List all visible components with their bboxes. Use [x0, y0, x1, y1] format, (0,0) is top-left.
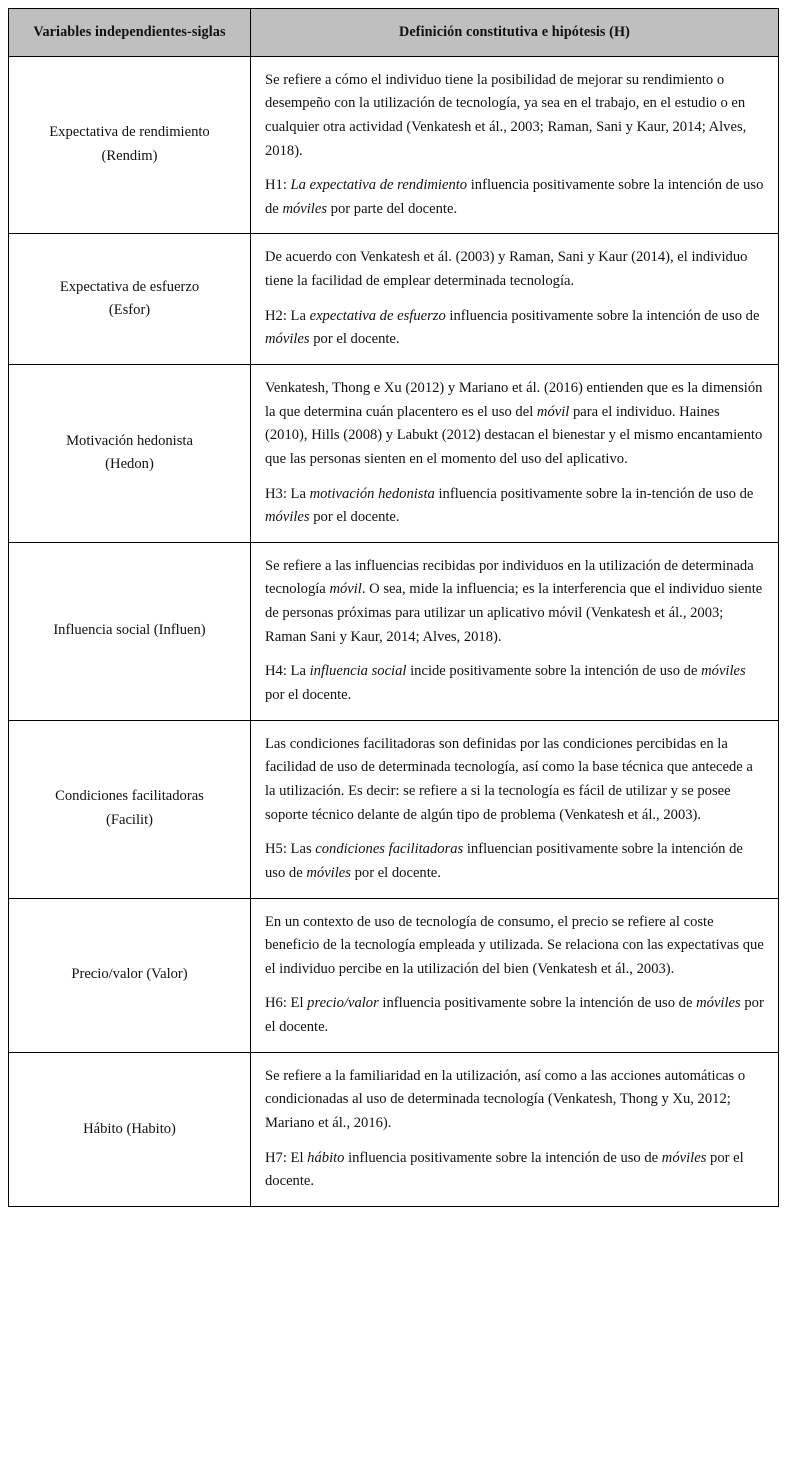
definition-text: Se refiere a la familiaridad en la utilización, así como a las acciones automáticas o condicionadas al uso de determinada tecnología (Venkatesh, Thong y Xu, 2012; Mariano et ál., 2016). — [265, 1067, 746, 1132]
hypothesis-tail: por el docente. — [309, 509, 400, 526]
hypothesis-italic-lead: hábito — [307, 1149, 345, 1166]
variable-cell-habito — [9, 1052, 251, 1206]
hypothesis-italic-term: móviles — [696, 995, 741, 1012]
hypothesis-label: H5: — [265, 841, 287, 858]
definition-italic-term: móvil — [329, 581, 362, 598]
hypothesis-pre: La — [290, 485, 310, 502]
hypothesis-italic-lead: expectativa de esfuerzo — [309, 307, 446, 324]
column-header-variables: Variables independientes-siglas — [9, 9, 251, 57]
hypothesis-tail: por el docente. — [265, 1149, 744, 1190]
definition-part-2: para el individuo. Haines (2010), Hills (2008) y Labukt (2012) destacan el bienestar y el mismo encantamiento que las personas sienten en el momento del uso del aplicativo. — [265, 403, 763, 467]
hypothesis-tail: por el docente. — [309, 331, 400, 348]
variable-cell-facilit — [9, 720, 251, 898]
hypothesis-middle: influencian positivamente sobre la intención de uso de — [265, 841, 743, 881]
hypothesis-label: H3: — [265, 485, 287, 502]
hypothesis-italic-lead: condiciones facilitadoras — [315, 841, 464, 858]
definition-cell-facilit — [251, 720, 779, 898]
hypothesis-label: H6: — [265, 995, 287, 1012]
hypothesis-italic-lead: La expectativa de rendimiento — [290, 177, 468, 194]
hypothesis-italic-term: móviles — [265, 331, 310, 348]
hypothesis-italic-term: móviles — [265, 509, 310, 526]
hypothesis-tail: por el docente. — [265, 995, 764, 1036]
hypothesis-label: H7: — [265, 1149, 287, 1166]
hypothesis-pre: Las — [290, 841, 316, 858]
variable-name: Precio/valor (Valor) — [71, 966, 188, 983]
hypothesis-text — [265, 992, 764, 1039]
variable-abbreviation: (Facilit) — [105, 812, 153, 829]
variable-name: Condiciones facilitadoras — [55, 788, 204, 805]
variable-name: Expectativa de rendimiento — [49, 124, 210, 141]
variables-hypotheses-table — [8, 8, 779, 1207]
variable-cell-influen — [9, 542, 251, 720]
table-row — [9, 898, 779, 1052]
hypothesis-italic-lead: precio/valor — [307, 995, 379, 1012]
variable-abbreviation: (Hedon) — [105, 456, 154, 473]
hypothesis-label: H1: — [265, 177, 287, 194]
hypothesis-middle: influencia positivamente sobre la in-tención de uso de — [434, 485, 754, 502]
definition-text: Se refiere a cómo el individuo tiene la posibilidad de mejorar su rendimiento o desempeño con la utilización de tecnología, ya sea en el trabajo, en el estudio o en cualquier otra actividad (Venkatesh et ál., 2003; Raman, Sani y Kaur, 2014; Alves, 2018). — [265, 71, 747, 159]
definition-cell-rendim — [251, 56, 779, 234]
hypothesis-text — [265, 660, 764, 707]
table-header — [9, 9, 779, 57]
variable-name: Motivación hedonista — [66, 432, 193, 449]
hypothesis-middle: influencia positivamente sobre la intención de uso de — [445, 307, 760, 324]
hypothesis-text — [265, 1147, 764, 1194]
hypothesis-label: H2: — [265, 307, 287, 324]
definition-part-1: Venkatesh, Thong e Xu (2012) y Mariano et ál. (2016) entienden que es la dimensión la que determina cuán placentero es el uso del — [265, 380, 763, 420]
definition-part-1: Se refiere a las influencias recibidas por individuos en la utilización de determinada tecnología — [265, 557, 754, 598]
hypothesis-italic-term: móviles — [661, 1149, 707, 1166]
definition-cell-influen — [251, 542, 779, 720]
definition-text: De acuerdo con Venkatesh et ál. (2003) y Raman, Sani y Kaur (2014), el individuo tiene la facilidad de emplear determinada tecnología. — [265, 249, 748, 290]
hypothesis-italic-lead: influencia social — [309, 663, 407, 680]
hypothesis-italic-term: móviles — [306, 864, 351, 881]
variable-abbreviation: (Rendim) — [101, 148, 158, 165]
definition-cell-habito — [251, 1052, 779, 1206]
definition-cell-hedon — [251, 365, 779, 543]
hypothesis-tail: por el docente. — [350, 864, 441, 881]
variable-name: Influencia social (Influen) — [53, 622, 206, 639]
hypothesis-middle: influencia positivamente sobre la intención de uso de — [344, 1149, 662, 1166]
hypothesis-tail: por el docente. — [265, 687, 352, 704]
table-row — [9, 56, 779, 234]
table-row — [9, 1052, 779, 1206]
column-header-definition: Definición constitutiva e hipótesis (H) — [251, 9, 779, 57]
table-body — [9, 56, 779, 1206]
variable-cell-valor — [9, 898, 251, 1052]
hypothesis-pre: La — [290, 663, 310, 680]
hypothesis-italic-term: móviles — [701, 663, 746, 680]
hypothesis-text — [265, 305, 764, 352]
variable-name: Hábito (Habito) — [83, 1120, 176, 1137]
hypothesis-pre: El — [290, 1149, 308, 1166]
hypothesis-middle: incide positivamente sobre la intención de uso de — [406, 663, 702, 680]
variable-cell-esfor — [9, 234, 251, 365]
hypothesis-pre: La — [290, 307, 310, 324]
variable-cell-hedon — [9, 365, 251, 543]
definition-text: En un contexto de uso de tecnología de consumo, el precio se refiere al coste beneficio de la tecnología empleada y utilizada. Se relaciona con las expectativas que el individuo percibe en la utilización del bien (Venkatesh et ál., 2003). — [265, 913, 764, 977]
hypothesis-tail: por parte del docente. — [327, 200, 458, 217]
table-row — [9, 720, 779, 898]
definition-text: Las condiciones facilitadoras son definidas por las condiciones percibidas en la facilidad de uso de determinada tecnología, así como la base técnica que antecede a la utilización. Es decir: se refiere a si la tecnología es fácil de utilizar y se posee soporte técnico delante de algún tipo de problema (Venkatesh et ál., 2003). — [265, 735, 753, 823]
definition-cell-esfor — [251, 234, 779, 365]
hypothesis-italic-term: móviles — [282, 200, 328, 217]
hypothesis-middle: influencia positivamente sobre la intención de uso de — [378, 995, 697, 1012]
hypothesis-pre: El — [290, 995, 308, 1012]
variable-name: Expectativa de esfuerzo — [59, 278, 200, 295]
definition-part-2: . O sea, mide la influencia; es la interferencia que el individuo siente de personas próximas para utilizar un aplicativo móvil (Venkatesh et ál., 2003; Raman Sani y Kaur, 2014; Alves, 2018). — [265, 581, 763, 645]
table-row — [9, 234, 779, 365]
hypothesis-italic-lead: motivación hedonista — [309, 485, 435, 502]
definition-text — [265, 555, 764, 650]
variable-cell-rendim — [9, 56, 251, 234]
definition-text — [265, 377, 764, 472]
hypothesis-text — [265, 838, 764, 885]
table-row — [9, 542, 779, 720]
table-header-row — [9, 9, 779, 57]
definition-italic-term: móvil — [536, 403, 570, 420]
hypothesis-label: H4: — [265, 663, 287, 680]
definition-cell-valor — [251, 898, 779, 1052]
table-row — [9, 365, 779, 543]
hypothesis-text — [265, 483, 764, 530]
hypothesis-text — [265, 174, 764, 221]
hypothesis-middle: influencia positivamente sobre la intención de uso de — [265, 177, 764, 217]
variable-abbreviation: (Esfor) — [108, 302, 151, 319]
